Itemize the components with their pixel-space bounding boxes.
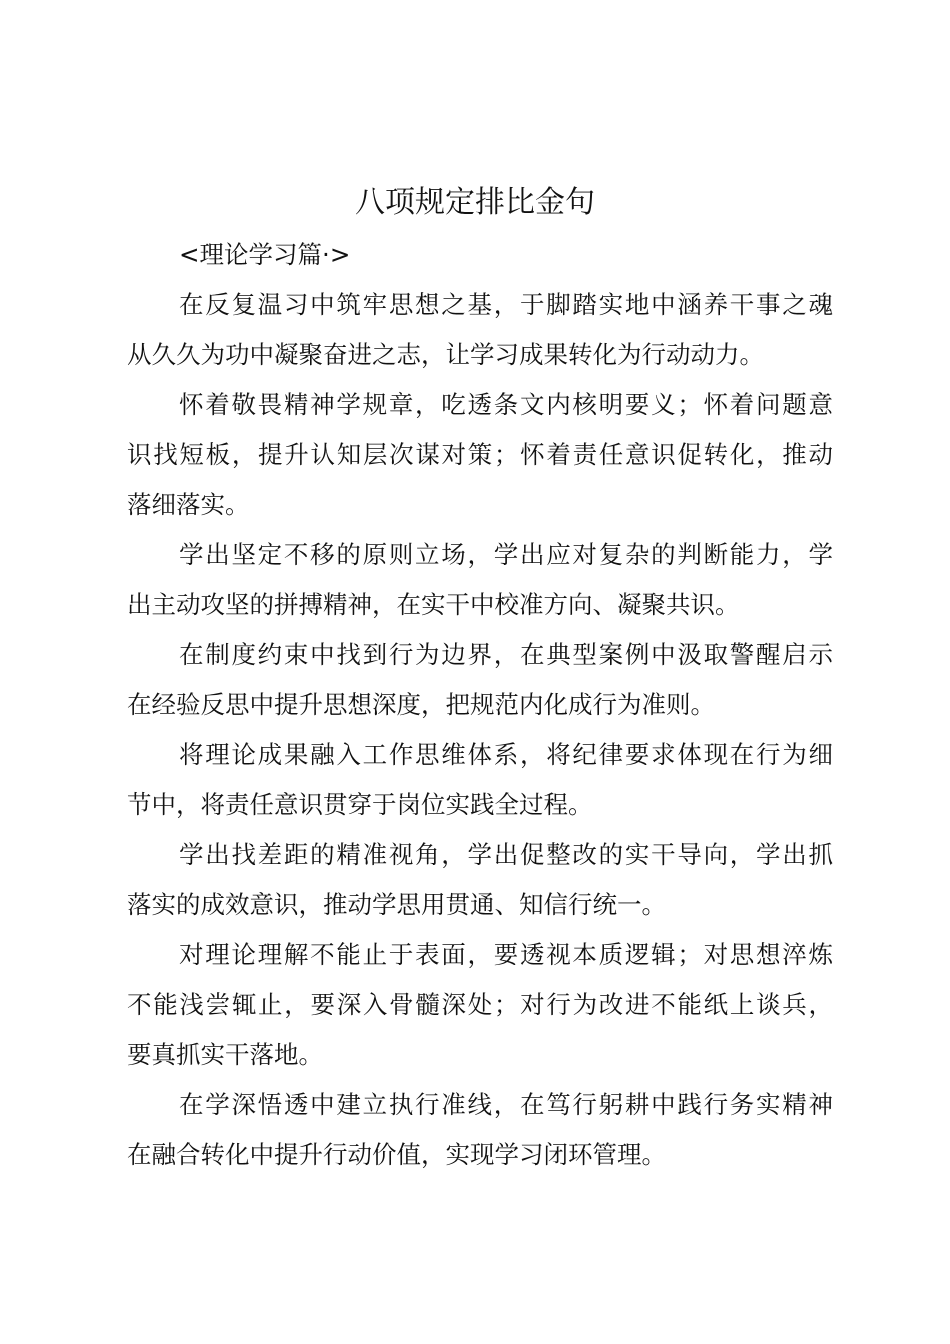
paragraph-line: 节中，将责任意识贯穿于岗位实践全过程。 <box>127 790 593 819</box>
paragraph-line: 从久久为功中凝聚奋进之志，让学习成果转化为行动动力。 <box>127 340 764 369</box>
paragraph-line: 学出找差距的精准视角，学出促整改的实干导向，学出抓 <box>179 840 833 869</box>
section-heading: <理论学习篇·> <box>179 240 351 269</box>
paragraph-line: 在制度约束中找到行为边界，在典型案例中汲取警醒启示 <box>179 640 833 669</box>
document-body <box>127 230 833 1180</box>
paragraph-line: 将理论成果融入工作思维体系，将纪律要求体现在行为细 <box>179 740 833 769</box>
paragraph-7 <box>127 930 833 1080</box>
paragraph-line: 怀着敬畏精神学规章，吃透条文内核明要义；怀着问题意 <box>179 390 833 419</box>
paragraph-line: 识找短板，提升认知层次谋对策；怀着责任意识促转化，推动 <box>127 440 833 469</box>
paragraph-line: 对理论理解不能止于表面，要透视本质逻辑；对思想淬炼 <box>179 940 833 969</box>
paragraph-2 <box>127 380 833 530</box>
paragraph-line: 不能浅尝辄止，要深入骨髓深处；对行为改进不能纸上谈兵， <box>127 990 833 1019</box>
paragraph-line: 要真抓实干落地。 <box>127 1040 323 1069</box>
paragraph-line: 落实的成效意识，推动学思用贯通、知信行统一。 <box>127 890 666 919</box>
paragraph-line: 在融合转化中提升行动价值，实现学习闭环管理。 <box>127 1140 666 1169</box>
paragraph-line: 在学深悟透中建立执行准线，在笃行躬耕中践行务实精神 <box>179 1090 833 1119</box>
paragraph-line: 在经验反思中提升思想深度，把规范内化成行为准则。 <box>127 690 715 719</box>
paragraph-5 <box>127 730 833 830</box>
paragraph-3 <box>127 530 833 630</box>
paragraph-line: 出主动攻坚的拼搏精神，在实干中校准方向、凝聚共识。 <box>127 590 740 619</box>
paragraph-1 <box>127 280 833 380</box>
paragraph-line: 学出坚定不移的原则立场，学出应对复杂的判断能力，学 <box>179 540 833 569</box>
document-title: 八项规定排比金句 <box>355 185 595 220</box>
paragraph-4 <box>127 630 833 730</box>
paragraph-line: 落细落实。 <box>127 490 250 519</box>
paragraph-6 <box>127 830 833 930</box>
paragraph-8 <box>127 1080 833 1180</box>
paragraph-line: 在反复温习中筑牢思想之基，于脚踏实地中涵养干事之魂 <box>179 290 833 319</box>
